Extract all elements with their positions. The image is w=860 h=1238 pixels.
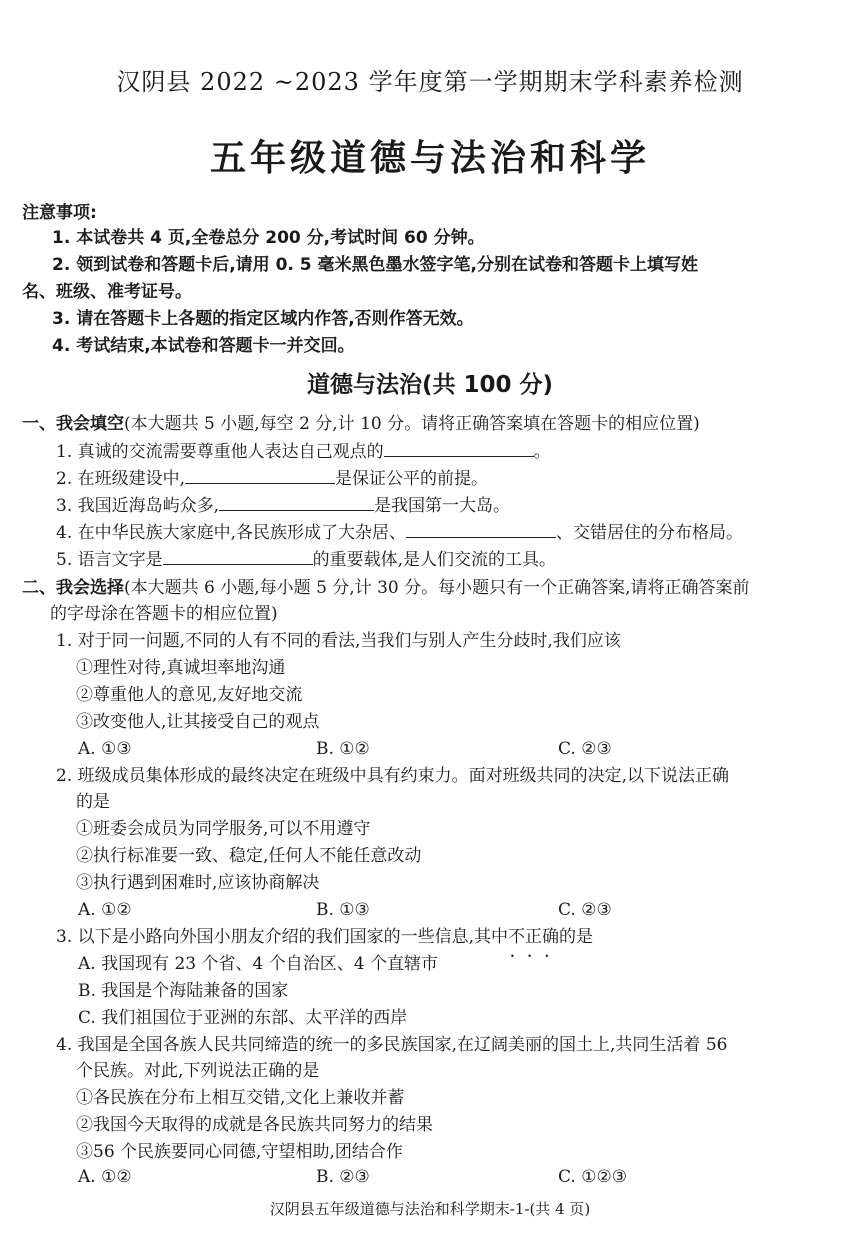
fill-q4-end: 、交错居住的分布格局。 bbox=[556, 523, 744, 543]
choice-q2-statement-1: ①班委会成员为同学服务,可以不用遵守 bbox=[76, 819, 371, 839]
emphasis-not-correct: 不正确 • • • bbox=[508, 927, 559, 947]
choice-q1-statement-2: ②尊重他人的意见,友好地交流 bbox=[76, 685, 303, 705]
choice-q4-statement-3: ③56 个民族要同心同德,守望相助,团结合作 bbox=[76, 1142, 403, 1162]
choice-q4-statement-1: ①各民族在分布上相互交错,文化上兼收并蓄 bbox=[76, 1088, 405, 1108]
choice-q3-option-c: C. 我们祖国位于亚洲的东部、太平洋的西岸 bbox=[78, 1008, 408, 1028]
notice-item-2: 2. 领到试卷和答题卡后,请用 0. 5 毫米黑色墨水签字笔,分别在试卷和答题卡上填写姓 bbox=[52, 255, 698, 275]
choice-q1-stem: 1. 对于同一问题,不同的人有不同的看法,当我们与别人产生分歧时,我们应该 bbox=[56, 631, 621, 651]
choice-q2-statement-2: ②执行标准要一致、稳定,任何人不能任意改动 bbox=[76, 846, 422, 866]
fill-q1-end: 。 bbox=[533, 442, 551, 462]
fill-q2-text: 2. 在班级建设中, bbox=[56, 469, 186, 489]
choice-q3-option-b: B. 我国是个海陆兼备的国家 bbox=[78, 981, 289, 1001]
choice-q4-stem: 4. 我国是全国各族人民共同缔造的统一的多民族国家,在辽阔美丽的国土上,共同生活着 56 bbox=[56, 1035, 728, 1055]
part1-instruction: (本大题共 5 小题,每空 2 分,计 10 分。请将正确答案填在答题卡的相应位置) bbox=[124, 414, 700, 434]
fill-q5-text: 5. 语言文字是 bbox=[56, 550, 163, 570]
part2-instruction: (本大题共 6 小题,每小题 5 分,计 30 分。每小题只有一个正确答案,请将正确答案前 bbox=[124, 578, 750, 598]
choice-q2-option-c: C. ②③ bbox=[558, 900, 612, 920]
part1-label: 一、我会填空 bbox=[22, 414, 124, 434]
choice-q2-statement-3: ③执行遇到困难时,应该协商解决 bbox=[76, 873, 320, 893]
choice-q1-statement-1: ①理性对待,真诚坦率地沟通 bbox=[76, 658, 286, 678]
fill-q5-end: 的重要载体,是人们交流的工具。 bbox=[312, 550, 557, 570]
fill-question-1 bbox=[56, 438, 551, 465]
fill-q1-text: 1. 真诚的交流需要尊重他人表达自己观点的 bbox=[56, 442, 384, 462]
fill-question-4 bbox=[56, 519, 743, 546]
choice-q2-stem: 2. 班级成员集体形成的最终决定在班级中具有约束力。面对班级共同的决定,以下说法正确 bbox=[56, 766, 730, 786]
choice-q1-option-c: C. ②③ bbox=[558, 739, 612, 759]
answer-blank bbox=[185, 465, 335, 484]
choice-q4-option-c: C. ①②③ bbox=[558, 1167, 627, 1187]
section-title: 道德与法治(共 100 分) bbox=[306, 372, 554, 398]
part2-label: 二、我会选择 bbox=[22, 578, 124, 598]
answer-blank bbox=[406, 519, 556, 538]
fill-question-2 bbox=[56, 465, 488, 492]
choice-q2-option-b: B. ①③ bbox=[316, 900, 370, 920]
choice-q3-stem-end: 的是 bbox=[559, 927, 594, 947]
choice-q1-option-a: A. ①③ bbox=[78, 739, 132, 759]
choice-q4-statement-2: ②我国今天取得的成就是各民族共同努力的结果 bbox=[76, 1115, 433, 1135]
answer-blank bbox=[219, 492, 374, 511]
fill-q4-text: 4. 在中华民族大家庭中,各民族形成了大杂居、 bbox=[56, 523, 407, 543]
exam-header: 汉阴县 2022 ~2023 学年度第一学期期末学科素养检测 bbox=[116, 68, 744, 96]
notice-item-1: 1. 本试卷共 4 页,全卷总分 200 分,考试时间 60 分钟。 bbox=[52, 228, 485, 248]
exam-title: 五年级道德与法治和科学 bbox=[209, 138, 650, 179]
part1-heading bbox=[22, 411, 700, 437]
page-footer: 汉阴县五年级道德与法治和科学期末-1-(共 4 页) bbox=[269, 1200, 591, 1218]
notice-item-3: 3. 请在答题卡上各题的指定区域内作答,否则作答无效。 bbox=[52, 309, 474, 329]
choice-q4-option-b: B. ②③ bbox=[316, 1167, 370, 1187]
fill-question-3 bbox=[56, 492, 510, 519]
notice-item-4: 4. 考试结束,本试卷和答题卡一并交回。 bbox=[52, 336, 355, 356]
choice-q1-statement-3: ③改变他人,让其接受自己的观点 bbox=[76, 712, 320, 732]
choice-q4-stem-cont: 个民族。对此,下列说法正确的是 bbox=[76, 1061, 320, 1081]
fill-question-5 bbox=[56, 546, 556, 573]
choice-q3-stem bbox=[56, 924, 593, 950]
choice-q1-option-b: B. ①② bbox=[316, 739, 370, 759]
answer-blank bbox=[384, 438, 534, 457]
fill-q2-end: 是保证公平的前提。 bbox=[335, 469, 489, 489]
fill-q3-end: 是我国第一大岛。 bbox=[374, 496, 511, 516]
choice-q4-option-a: A. ①② bbox=[78, 1167, 132, 1187]
choice-q3-stem-text: 3. 以下是小路向外国小朋友介绍的我们国家的一些信息,其中 bbox=[56, 927, 509, 947]
part2-heading bbox=[22, 575, 750, 601]
answer-blank bbox=[163, 546, 313, 565]
fill-q3-text: 3. 我国近海岛屿众多, bbox=[56, 496, 220, 516]
choice-q2-option-a: A. ①② bbox=[78, 900, 132, 920]
notice-heading: 注意事项: bbox=[22, 203, 97, 223]
notice-item-2-cont: 名、班级、准考证号。 bbox=[22, 282, 192, 302]
choice-q3-option-a: A. 我国现有 23 个省、4 个自治区、4 个直辖市 bbox=[78, 954, 438, 974]
choice-q2-stem-cont: 的是 bbox=[76, 792, 110, 812]
part2-instruction-cont: 的字母涂在答题卡的相应位置) bbox=[50, 604, 278, 624]
